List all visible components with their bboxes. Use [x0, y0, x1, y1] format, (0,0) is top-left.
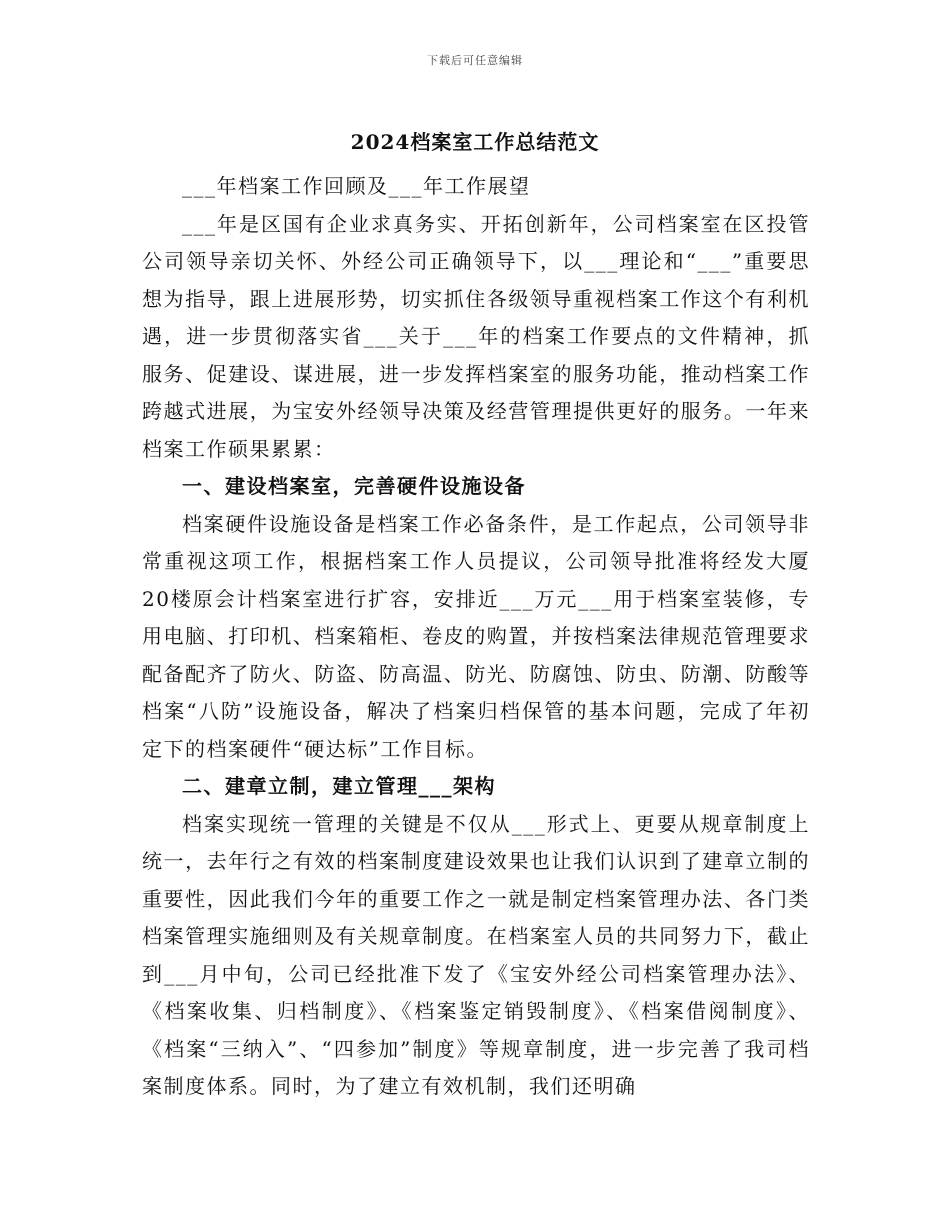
document-title: 2024档案室工作总结范文: [350, 130, 600, 154]
section-heading-1: 一、建设档案室，完善硬件设施设备: [182, 474, 526, 498]
section-body-2: 档案实现统一管理的关键是不仅从___形式上、更要从规章制度上统一，去年行之有效的档案制度建设效果也让我们认识到了建章立制的重要性，因此我们今年的重要工作之一就是制定档案管理办法、各门类档案管理实施细则及有关规章制度。在档案室人员的共同努力下，截止到___月中旬，公司已经批准下发了《宝安外经公司档案管理办法》、《档案收集、归档制度》、《档案鉴定销毁制度》、《档案借阅制度》、《档案“三纳入”、“四参加”制度》等规章制度，进一步完善了我司档案制度体系。同时，为了建立有效机制，我们还明确: [142, 811, 810, 1098]
section-body-1: 档案硬件设施设备是档案工作必备条件，是工作起点，公司领导非常重视这项工作，根据档案工作人员提议，公司领导批准将经发大厦20楼原会计档案室进行扩容，安排近___万元___用于档案室装修，专用电脑、打印机、档案箱柜、卷皮的购置，并按档案法律规范管理要求配备配齐了防火、防盗、防高温、防光、防腐蚀、防虫、防潮、防酸等档案“八防”设施设备，解决了档案归档保管的基本问题，完成了年初定下的档案硬件“硬达标”工作目标。: [142, 511, 810, 761]
subtitle-paragraph: ___年档案工作回顾及___年工作展望: [182, 174, 531, 198]
intro-paragraph: ___年是区国有企业求真务实、开拓创新年，公司档案室在区投管公司领导亲切关怀、外经公司正确领导下，以___理论和“___”重要思想为指导，跟上进展形势，切实抓住各级领导重视档案工作这个有利机遇，进一步贯彻落实省___关于___年的档案工作要点的文件精神，抓服务、促建设、谋进展，进一步发挥档案室的服务功能，推动档案工作跨越式进展，为宝安外经领导决策及经营管理提供更好的服务。一年来档案工作硕果累累：: [142, 211, 810, 461]
section-heading-2: 二、建章立制，建立管理___架构: [182, 774, 496, 798]
document-body: [142, 168, 810, 1106]
header-note: 下载后可任意编辑: [427, 54, 523, 67]
